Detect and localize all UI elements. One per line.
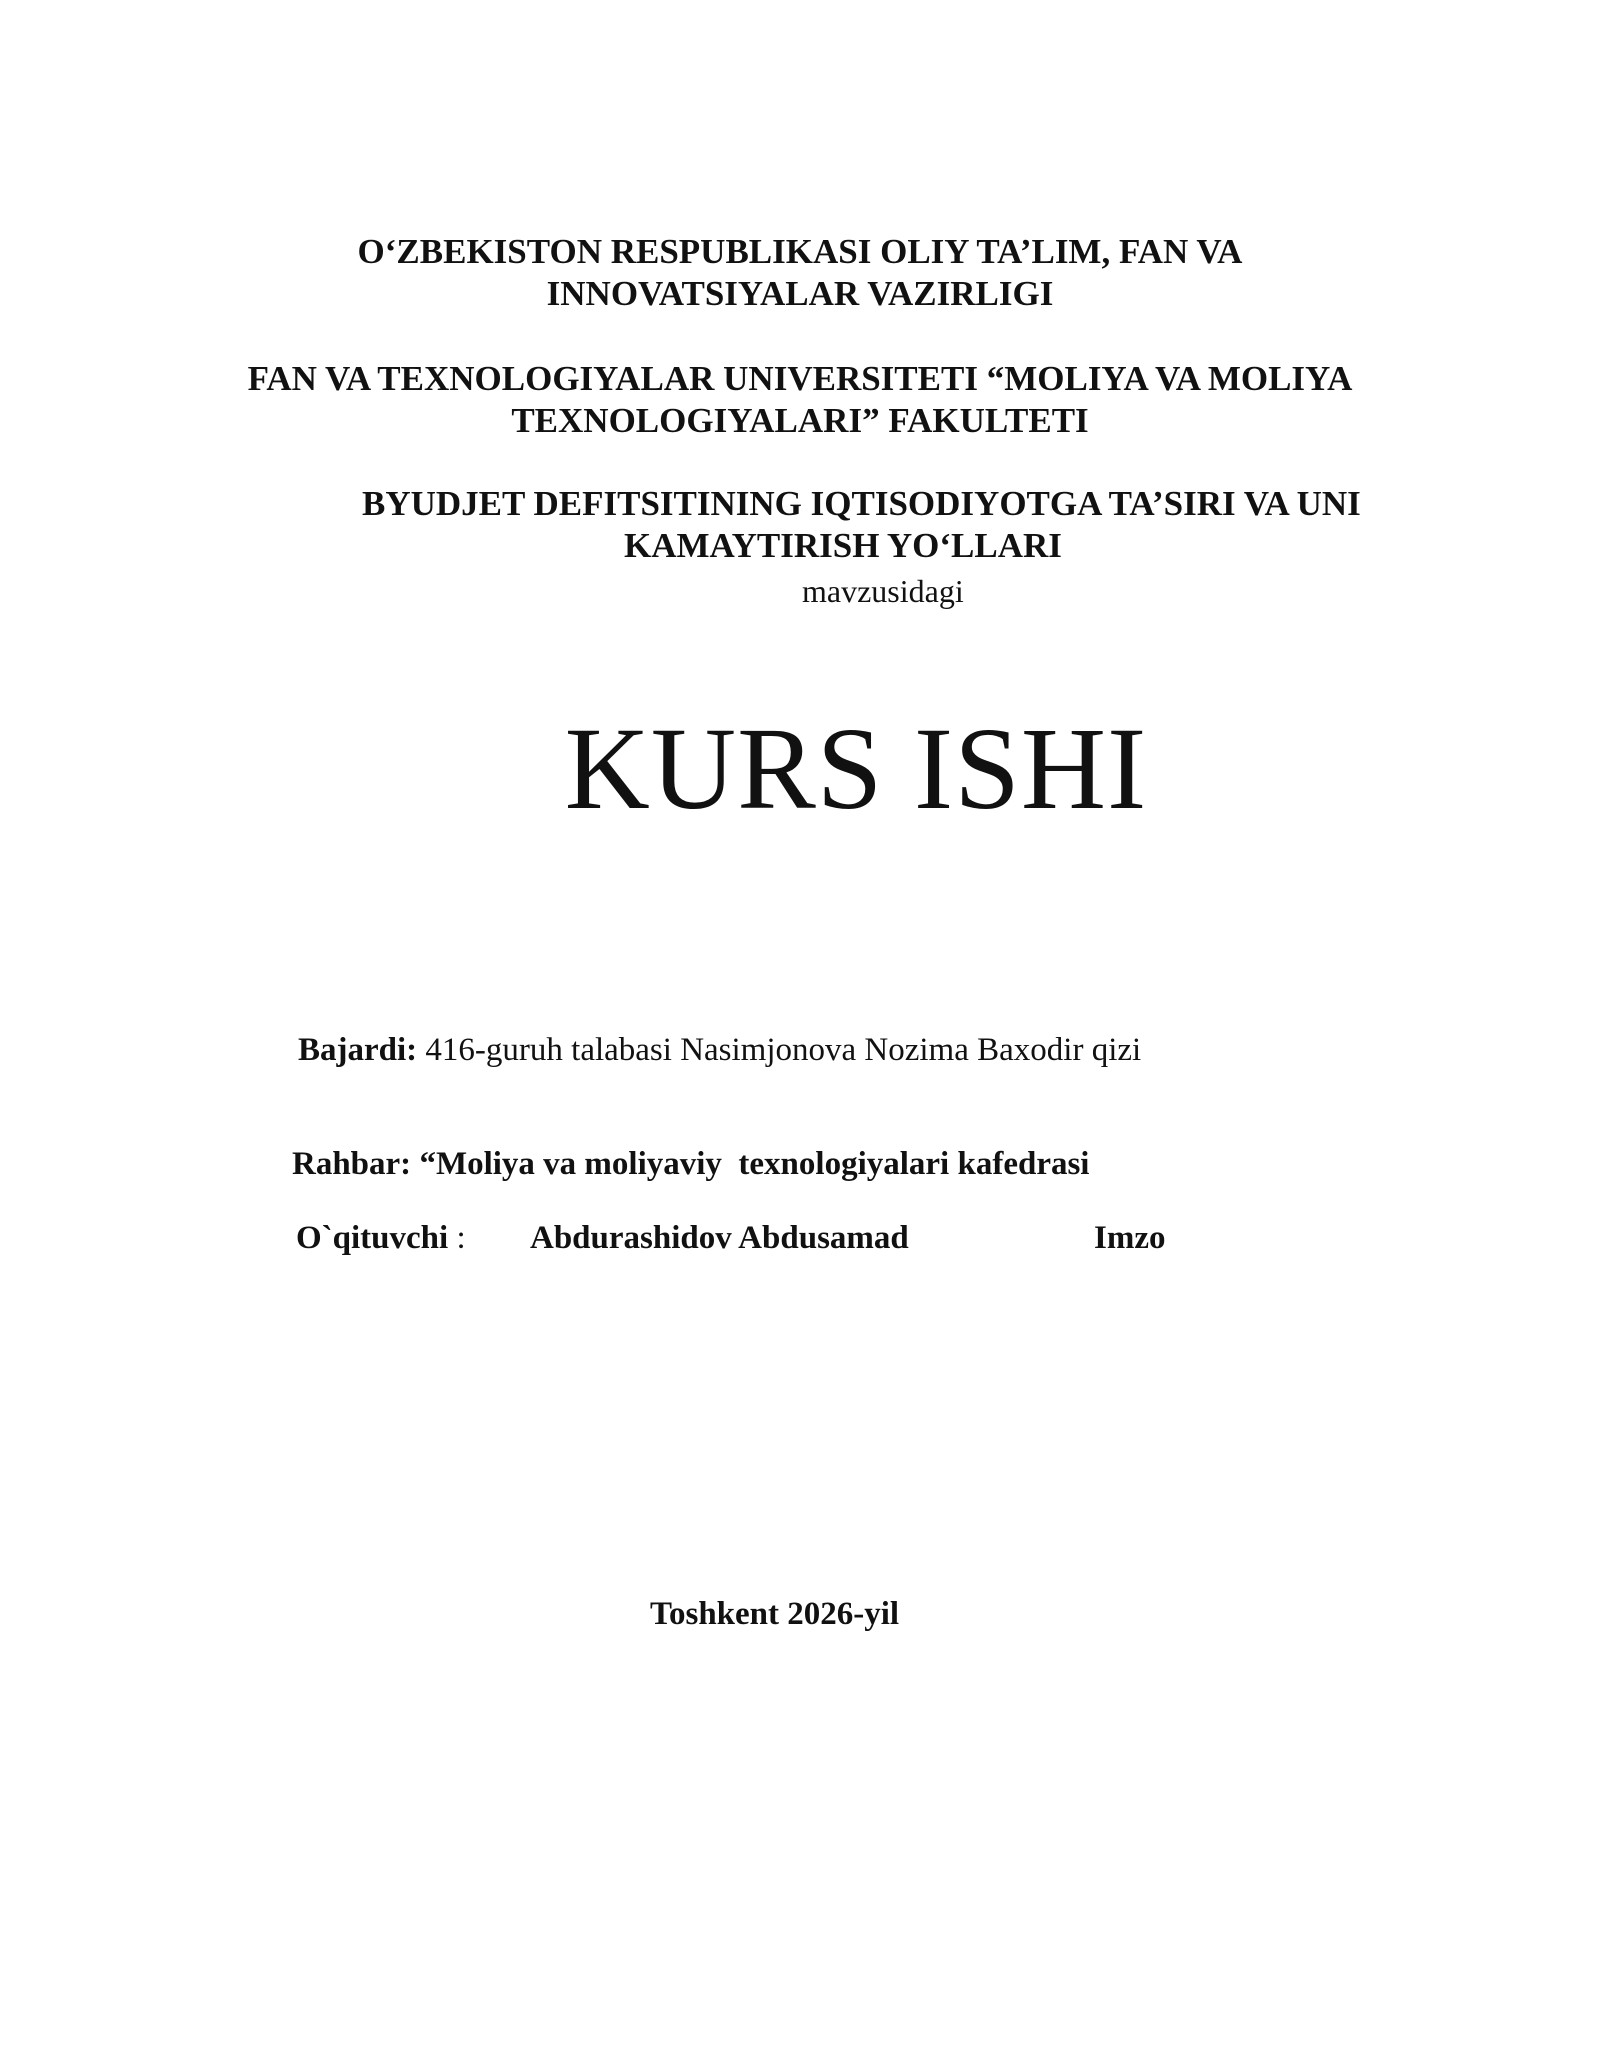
topic-line2: KAMAYTIRISH YO‘LLARI: [624, 526, 1062, 565]
signature-label: Imzo: [1094, 1220, 1166, 1256]
topic-suffix: mavzusidagi: [802, 573, 964, 609]
teacher-row: [296, 1222, 466, 1255]
performer-value: 416-guruh talabasi Nasimjonova Nozima Baxodir qizi: [425, 1032, 1142, 1068]
supervisor-value: “Moliya va moliyaviy texnologiyalari kafedrasi: [419, 1146, 1090, 1182]
performer-label: Bajardi:: [298, 1032, 418, 1068]
ministry-heading-line2: INNOVATSIYALAR VAZIRLIGI: [546, 274, 1054, 313]
supervisor-row: [292, 1148, 1089, 1181]
ministry-heading-line1: O‘ZBEKISTON RESPUBLIKASI OLIY TA’LIM, FAN VA: [357, 232, 1243, 271]
university-heading-line1: FAN VA TEXNOLOGIYALAR UNIVERSITETI “MOLIYA VA MOLIYA: [247, 359, 1353, 398]
teacher-label: O`qituvchi: [296, 1220, 449, 1256]
teacher-separator: :: [456, 1220, 466, 1256]
university-heading-line2: TEXNOLOGIYALARI” FAKULTETI: [511, 401, 1089, 440]
teacher-name: Abdurashidov Abdusamad: [530, 1220, 909, 1256]
supervisor-label: Rahbar:: [292, 1146, 412, 1182]
city-year: Toshkent 2026-yil: [650, 1596, 900, 1632]
document-title: KURS ISHI: [564, 703, 1148, 834]
performer-row: [298, 1034, 1141, 1067]
topic-line1: BYUDJET DEFITSITINING IQTISODIYOTGA TA’SIRI VA UNI: [362, 484, 1361, 523]
